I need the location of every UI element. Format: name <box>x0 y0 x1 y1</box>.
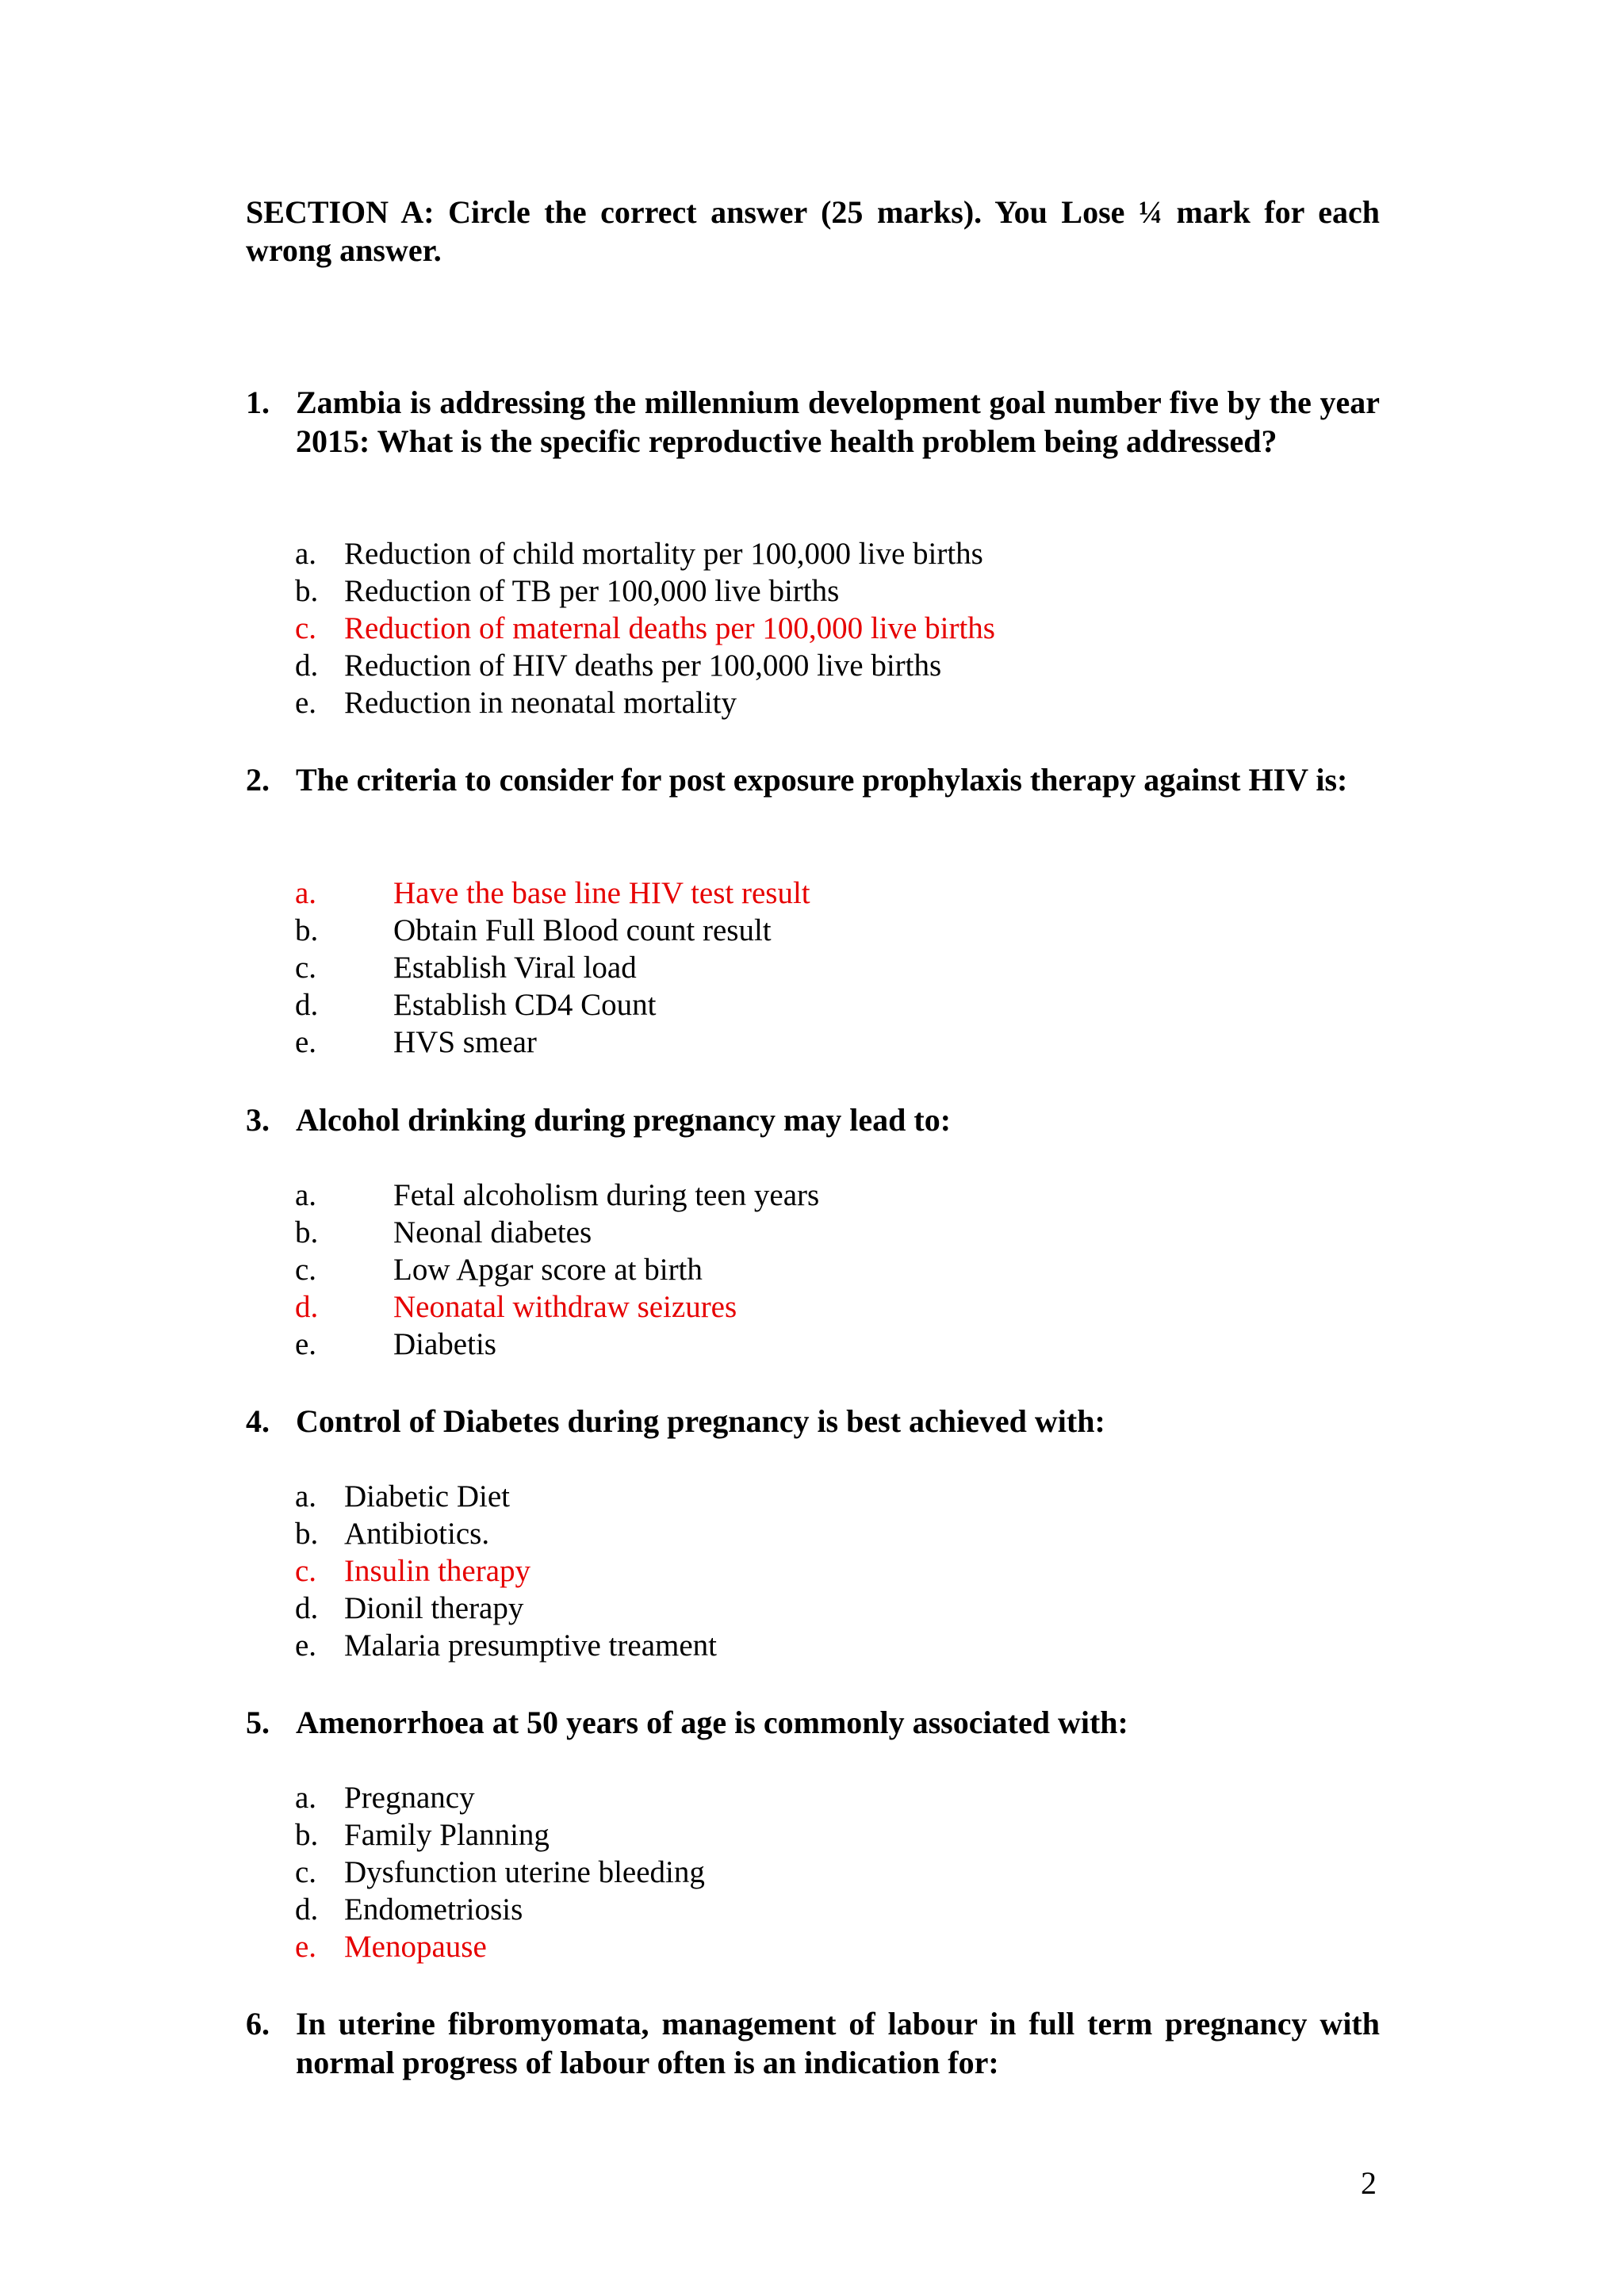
option-letter: b. <box>295 1215 319 1249</box>
option-letter: e. <box>295 1327 317 1361</box>
option-text: Antibiotics. <box>344 1517 490 1551</box>
option-text: Menopause <box>344 1930 487 1964</box>
option-letter: b. <box>295 574 319 608</box>
option-5e-correct[interactable] <box>295 1928 1326 1965</box>
option-letter: a. <box>295 1479 317 1513</box>
option-letter: b. <box>295 1818 319 1852</box>
option-2b[interactable] <box>295 912 1326 949</box>
page-number: 2 <box>1361 2165 1377 2201</box>
question-number: 6. <box>246 2006 270 2042</box>
option-letter: c. <box>295 611 317 645</box>
question-text: In uterine fibromyomata, management of labour in full term pregnancy with normal progress of labour often is an indication for: <box>296 2006 1380 2080</box>
option-text: Insulin therapy <box>344 1554 531 1588</box>
option-letter: e. <box>295 1025 317 1059</box>
question-number: 5. <box>246 1705 270 1740</box>
question-2-options <box>295 874 1326 1061</box>
option-text: Reduction of maternal deaths per 100,000 live births <box>344 611 995 645</box>
option-5b[interactable] <box>295 1816 1326 1854</box>
option-text: Dysfunction uterine bleeding <box>344 1855 705 1889</box>
option-letter: d. <box>295 1591 319 1625</box>
question-1-options <box>295 535 1326 721</box>
option-5d[interactable] <box>295 1891 1326 1928</box>
option-text: Malaria presumptive treament <box>344 1628 717 1663</box>
option-letter: d. <box>295 1290 319 1324</box>
option-1a[interactable] <box>295 535 1326 572</box>
option-text: Reduction in neonatal mortality <box>344 686 737 720</box>
question-number: 1. <box>246 385 270 420</box>
option-letter: b. <box>295 913 319 947</box>
option-text: Reduction of HIV deaths per 100,000 live births <box>344 649 942 683</box>
question-5-options <box>295 1779 1326 1965</box>
option-3b[interactable] <box>295 1214 1326 1251</box>
question-3 <box>246 1101 1380 1140</box>
option-4e[interactable] <box>295 1627 1326 1664</box>
option-letter: c. <box>295 1253 317 1287</box>
option-letter: a. <box>295 1178 317 1212</box>
question-number: 4. <box>246 1403 270 1439</box>
option-3d-correct[interactable] <box>295 1288 1326 1326</box>
option-text: Establish Viral load <box>393 951 637 985</box>
question-3-options <box>295 1177 1326 1363</box>
question-text: The criteria to consider for post exposure prophylaxis therapy against HIV is: <box>296 762 1348 798</box>
option-text: Neonal diabetes <box>393 1215 592 1249</box>
option-letter: a. <box>295 876 317 910</box>
section-a-header: SECTION A: Circle the correct answer (25 marks). You Lose ¼ mark for each wrong answer. <box>246 194 1380 268</box>
question-text: Amenorrhoea at 50 years of age is commonly associated with: <box>296 1705 1128 1740</box>
question-4 <box>246 1402 1380 1441</box>
question-2 <box>246 761 1380 800</box>
question-number: 2. <box>246 762 270 798</box>
question-text: Zambia is addressing the millennium development goal number five by the year 2015: What is the specific reproductive health problem being addressed? <box>296 385 1380 459</box>
option-text: Pregnancy <box>344 1781 475 1815</box>
option-letter: c. <box>295 951 317 985</box>
question-number: 3. <box>246 1102 270 1138</box>
option-text: Dionil therapy <box>344 1591 524 1625</box>
option-2e[interactable] <box>295 1024 1326 1061</box>
option-1b[interactable] <box>295 572 1326 610</box>
option-text: Diabetis <box>393 1327 496 1361</box>
option-text: HVS smear <box>393 1025 537 1059</box>
question-5 <box>246 1704 1380 1743</box>
option-letter: d. <box>295 649 319 683</box>
option-letter: c. <box>295 1855 317 1889</box>
question-1 <box>246 384 1380 461</box>
option-letter: e. <box>295 1930 317 1964</box>
option-text: Fetal alcoholism during teen years <box>393 1178 820 1212</box>
question-6 <box>246 2005 1380 2082</box>
option-letter: e. <box>295 1628 317 1663</box>
option-3a[interactable] <box>295 1177 1326 1214</box>
option-1c-correct[interactable] <box>295 610 1326 647</box>
option-letter: b. <box>295 1517 319 1551</box>
option-5c[interactable] <box>295 1854 1326 1891</box>
option-4b[interactable] <box>295 1515 1326 1552</box>
option-4a[interactable] <box>295 1478 1326 1515</box>
option-4d[interactable] <box>295 1590 1326 1627</box>
option-1d[interactable] <box>295 647 1326 684</box>
option-4c-correct[interactable] <box>295 1552 1326 1590</box>
option-letter: a. <box>295 1781 317 1815</box>
option-letter: c. <box>295 1554 317 1588</box>
option-2d[interactable] <box>295 986 1326 1024</box>
question-4-options <box>295 1478 1326 1664</box>
option-letter: a. <box>295 537 317 571</box>
option-text: Low Apgar score at birth <box>393 1253 703 1287</box>
option-text: Reduction of TB per 100,000 live births <box>344 574 840 608</box>
option-text: Neonatal withdraw seizures <box>393 1290 737 1324</box>
option-text: Endometriosis <box>344 1892 523 1927</box>
option-text: Diabetic Diet <box>344 1479 510 1513</box>
option-2a-correct[interactable] <box>295 874 1326 912</box>
option-3c[interactable] <box>295 1251 1326 1288</box>
option-text: Family Planning <box>344 1818 550 1852</box>
option-letter: d. <box>295 988 319 1022</box>
option-3e[interactable] <box>295 1326 1326 1363</box>
option-text: Reduction of child mortality per 100,000 live births <box>344 537 983 571</box>
option-letter: e. <box>295 686 317 720</box>
option-2c[interactable] <box>295 949 1326 986</box>
option-5a[interactable] <box>295 1779 1326 1816</box>
question-text: Control of Diabetes during pregnancy is best achieved with: <box>296 1403 1105 1439</box>
option-text: Establish CD4 Count <box>393 988 657 1022</box>
option-1e[interactable] <box>295 684 1326 721</box>
question-text: Alcohol drinking during pregnancy may lead to: <box>296 1102 952 1138</box>
option-text: Obtain Full Blood count result <box>393 913 772 947</box>
option-text: Have the base line HIV test result <box>393 876 810 910</box>
option-letter: d. <box>295 1892 319 1927</box>
